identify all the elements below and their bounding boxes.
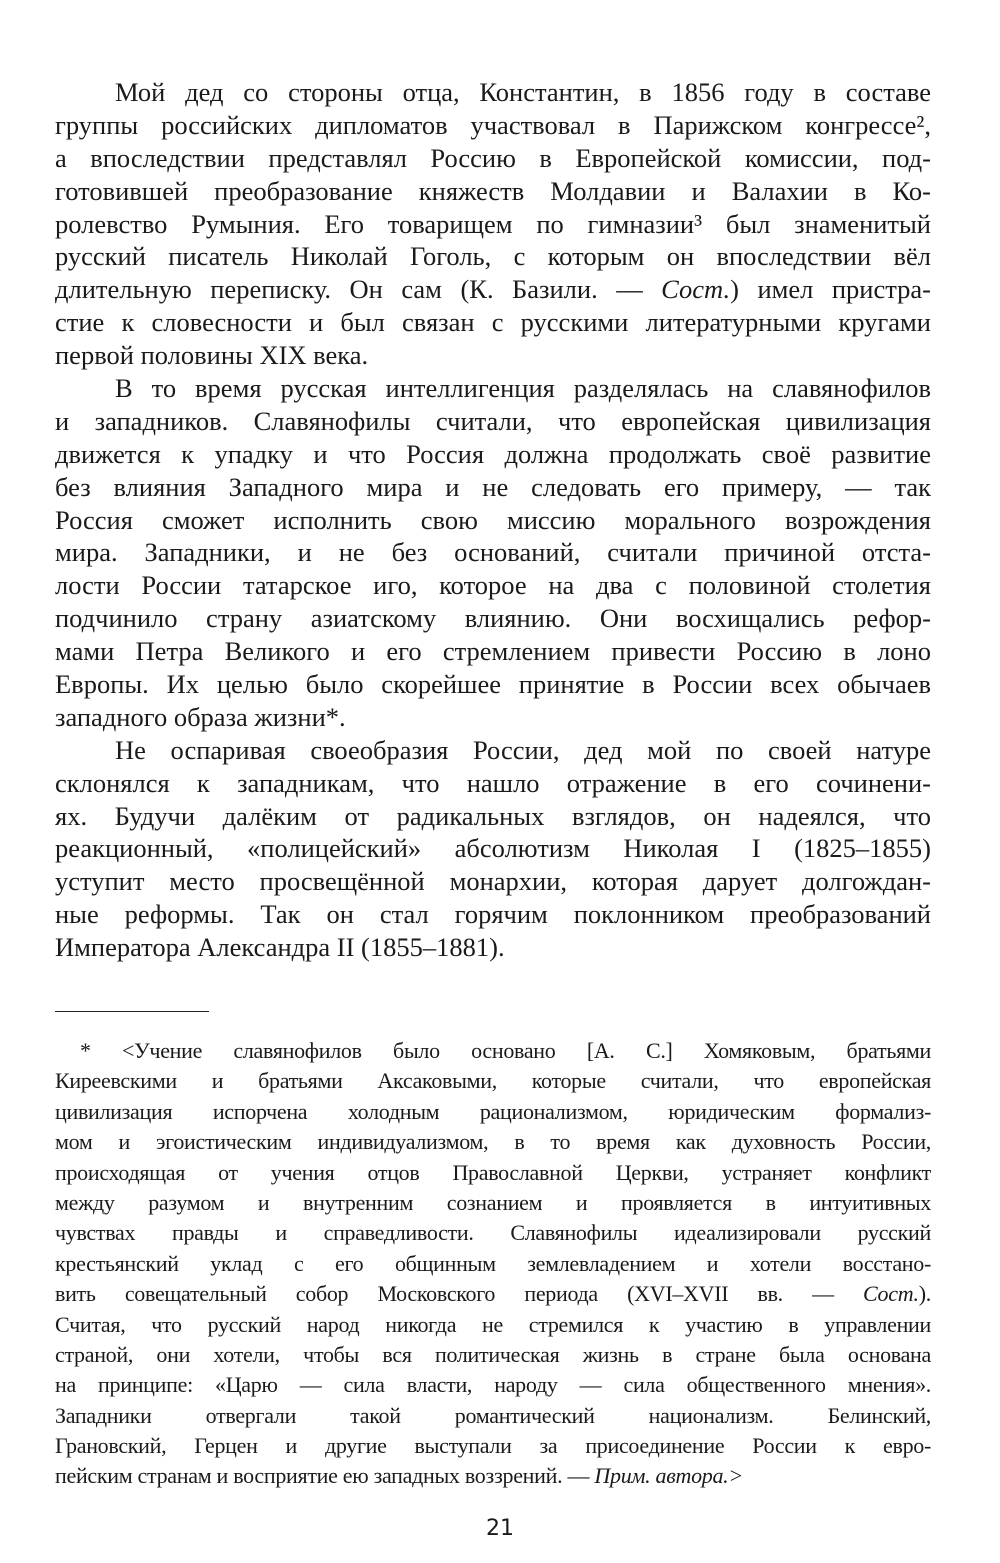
text-segment: цивилизация испорчена холодным рационализмом, юридическим формализ- — [55, 1098, 931, 1124]
text-line — [55, 1310, 931, 1340]
text-segment: страной, они хотели, чтобы вся политическая жизнь в стране была основана — [55, 1341, 931, 1367]
text-line — [55, 438, 931, 471]
text-segment: ). — [918, 1281, 931, 1307]
text-line — [55, 273, 931, 306]
text-line — [55, 1249, 931, 1279]
text-segment: лости России татарское иго, которое на два с половиной столетия — [55, 570, 931, 601]
paragraph — [55, 734, 931, 964]
text-segment: пейским странам и восприятие ею западных воззрений. — — [55, 1463, 595, 1489]
text-line — [55, 142, 931, 175]
text-segment: западного образа жизни*. — [55, 701, 346, 732]
text-segment: готовившей преобразование княжеств Молдавии и Валахии в Ко- — [55, 175, 931, 206]
text-segment: ролевство Румыния. Его товарищем по гимназии³ был знаменитый — [55, 208, 931, 239]
text-segment: чувствах правды и справедливости. Славянофилы идеализировали русский — [55, 1220, 931, 1246]
text-segment: мира. Западники, и не без оснований, считали причиной отста- — [55, 537, 931, 568]
text-line — [55, 800, 931, 833]
text-line — [55, 1127, 931, 1157]
text-line — [55, 569, 931, 602]
text-line — [55, 898, 931, 931]
text-line — [55, 306, 931, 339]
text-segment: В то время русская интеллигенция разделялась на славянофилов — [115, 373, 931, 404]
footnote — [55, 1036, 931, 1492]
text-line — [55, 471, 931, 504]
text-line — [55, 931, 931, 964]
footnote-divider — [55, 1011, 209, 1012]
text-segment: движется к упадку и что Россия должна продолжать своё развитие — [55, 438, 931, 469]
text-segment: происходящая от учения отцов Православной Церкви, устраняет конфликт — [55, 1159, 931, 1185]
text-segment: вить совещательный собор Московского периода (XVI–XVII вв. — — [55, 1281, 864, 1307]
italic-text: Прим. автора.> — [594, 1463, 743, 1489]
text-segment: * <Учение славянофилов было основано [А. С.] Хомяковым, братьями — [80, 1038, 931, 1063]
text-line — [55, 1279, 931, 1309]
text-line — [55, 767, 931, 800]
text-segment: реакционный, «полицейский» абсолютизм Николая I (1825–1855) — [55, 833, 931, 864]
text-line — [55, 339, 931, 372]
text-segment: ные реформы. Так он стал горячим поклонником преобразований — [55, 899, 931, 930]
text-line — [55, 1340, 931, 1370]
text-segment: Европы. Их целью было скорейшее принятие в России всех обычаев — [55, 669, 931, 700]
text-segment: Россия сможет исполнить свою миссию морального возрождения — [55, 504, 931, 535]
page-number: 21 — [486, 1516, 514, 1541]
text-segment: склонялся к западникам, что нашло отражение в его сочинени- — [55, 767, 931, 798]
text-segment: стие к словесности и был связан с русскими литературными кругами — [55, 307, 931, 338]
text-segment: Считая, что русский народ никогда не стремился к участию в управлении — [55, 1311, 931, 1337]
text-segment: мами Петра Великого и его стремлением привести Россию в лоно — [55, 636, 931, 667]
text-line — [55, 1066, 931, 1096]
text-line — [55, 1461, 931, 1491]
text-line — [55, 1431, 931, 1461]
text-line — [55, 602, 931, 635]
text-line — [55, 1036, 931, 1066]
text-segment: между разумом и внутренним сознанием и проявляется в интуитивных — [55, 1189, 931, 1215]
text-line — [55, 1188, 931, 1218]
text-line — [55, 635, 931, 668]
text-segment: уступит место просвещённой монархии, которая дарует долгождан- — [55, 866, 931, 897]
text-segment: на принципе: «Царю — сила власти, народу — сила общественного мнения». — [55, 1372, 931, 1398]
text-segment: Киреевскими и братьями Аксаковыми, которые считали, что европейская — [55, 1068, 931, 1094]
text-line — [55, 1401, 931, 1431]
italic-text: Сост. — [863, 1281, 919, 1307]
text-line — [55, 734, 931, 767]
text-segment: мом и эгоистическим индивидуализмом, в то время как духовность России, — [55, 1129, 931, 1155]
text-segment: ях. Будучи далёким от радикальных взглядов, он надеялся, что — [55, 800, 931, 831]
text-line — [55, 536, 931, 569]
text-segment: русский писатель Николай Гоголь, с которым он впоследствии вёл — [55, 241, 931, 272]
text-segment: ) имел пристра- — [730, 274, 931, 305]
text-segment: Грановский, Герцен и другие выступали за присоединение России к евро- — [55, 1433, 931, 1459]
text-line — [55, 76, 931, 109]
text-segment: крестьянский уклад с его общинным землевладением и хотели восстано- — [55, 1250, 931, 1276]
paragraph — [55, 372, 931, 734]
text-segment: а впоследствии представлял Россию в Европейской комиссии, под- — [55, 142, 931, 173]
text-segment: подчинило страну азиатскому влиянию. Они восхищались рефор- — [55, 603, 931, 634]
text-segment: Мой дед со стороны отца, Константин, в 1856 году в составе — [115, 77, 931, 107]
text-segment: Западники отвергали такой романтический национализм. Белинский, — [55, 1402, 931, 1428]
text-line — [55, 405, 931, 438]
text-line — [55, 240, 931, 273]
text-line — [55, 372, 931, 405]
text-line — [55, 1370, 931, 1400]
text-line — [55, 865, 931, 898]
text-line — [55, 175, 931, 208]
text-segment: Императора Александра II (1855–1881). — [55, 932, 505, 963]
text-line — [55, 208, 931, 241]
text-line — [55, 668, 931, 701]
text-line — [55, 109, 931, 142]
text-line — [55, 1158, 931, 1188]
text-segment: длительную переписку. Он сам (К. Базили. — — [55, 274, 662, 305]
text-line — [55, 701, 931, 734]
paragraph — [55, 76, 931, 372]
text-line — [55, 1218, 931, 1248]
text-segment: группы российских дипломатов участвовал в Парижском конгрессе², — [55, 109, 931, 140]
text-line — [55, 504, 931, 537]
text-line — [55, 832, 931, 865]
main-text — [55, 76, 931, 964]
text-segment: и западников. Славянофилы считали, что европейская цивилизация — [55, 405, 931, 436]
text-segment: первой половины XIX века. — [55, 340, 369, 371]
text-line — [55, 1097, 931, 1127]
text-segment: без влияния Западного мира и не следовать его примеру, — так — [55, 471, 931, 502]
text-segment: Не оспаривая своеобразия России, дед мой по своей натуре — [115, 734, 931, 765]
italic-text: Сост. — [661, 274, 731, 305]
